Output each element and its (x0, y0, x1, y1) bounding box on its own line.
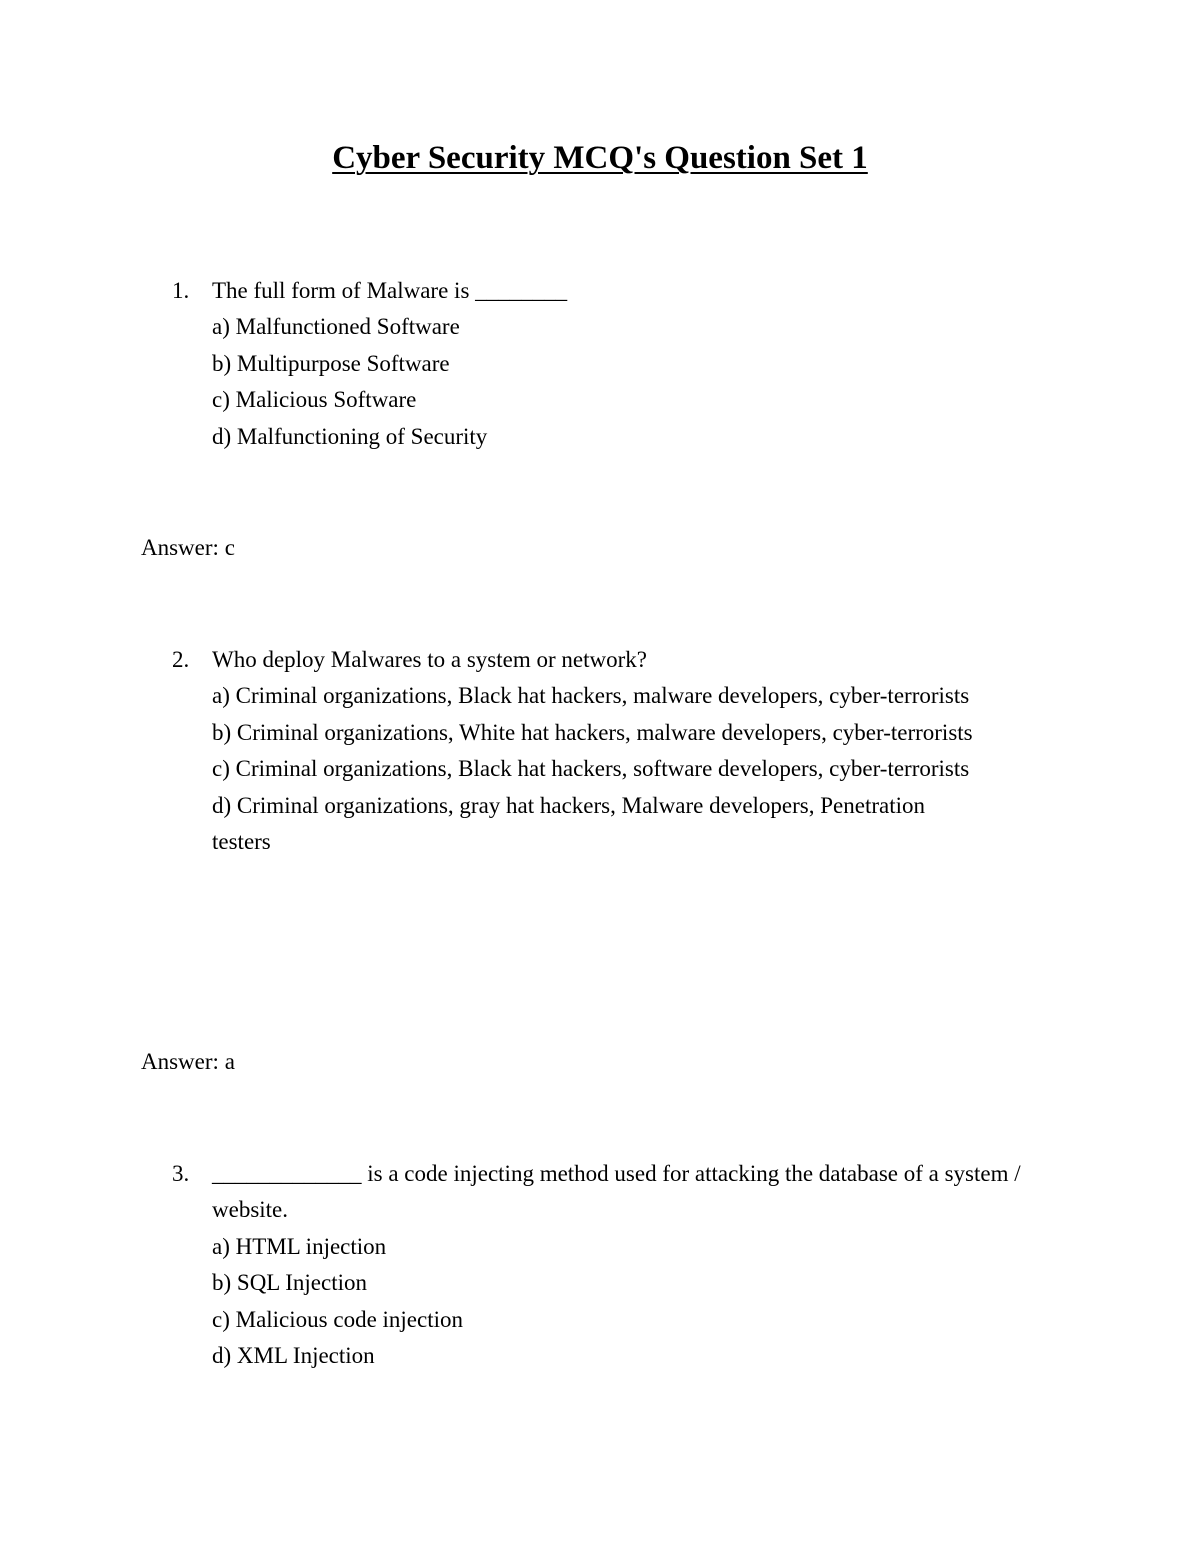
option-a: a) Malfunctioned Software (212, 314, 460, 340)
option-c: c) Malicious Software (212, 387, 417, 413)
answer-value: a (224, 1049, 235, 1074)
question-text: The full form of Malware is ________ (212, 278, 568, 303)
option-a: a) HTML injection (212, 1233, 387, 1259)
question-3 (172, 1156, 1052, 1374)
question-2 (172, 642, 1052, 860)
question-1 (172, 273, 1052, 455)
question-number: 3. (172, 1161, 190, 1186)
option-b: b) SQL Injection (212, 1270, 368, 1296)
question-number: 1. (172, 278, 190, 303)
question-number: 2. (172, 647, 190, 672)
option-a: a) Criminal organizations, Black hat hackers, malware developers, cyber-terrorists (212, 683, 970, 709)
answer-value: c (224, 535, 235, 560)
answer-label: Answer: (141, 1049, 219, 1074)
document-title: Cyber Security MCQ's Question Set 1 (332, 140, 868, 176)
answer-1 (141, 530, 235, 566)
option-b: b) Criminal organizations, White hat hackers, malware developers, cyber-terrorists (212, 719, 973, 745)
question-text: _____________ is a code injecting method used for attacking the database of a system / website. (212, 1161, 1021, 1223)
option-d: d) XML Injection (212, 1343, 375, 1369)
option-d: d) Criminal organizations, gray hat hackers, Malware developers, Penetration testers (212, 792, 925, 855)
option-c: c) Malicious code injection (212, 1306, 464, 1332)
answer-label: Answer: (141, 535, 219, 560)
option-d: d) Malfunctioning of Security (212, 423, 488, 449)
option-c: c) Criminal organizations, Black hat hackers, software developers, cyber-terrorists (212, 756, 970, 782)
question-text: Who deploy Malwares to a system or network? (212, 647, 647, 672)
answer-2 (141, 1044, 235, 1080)
option-b: b) Multipurpose Software (212, 350, 450, 376)
